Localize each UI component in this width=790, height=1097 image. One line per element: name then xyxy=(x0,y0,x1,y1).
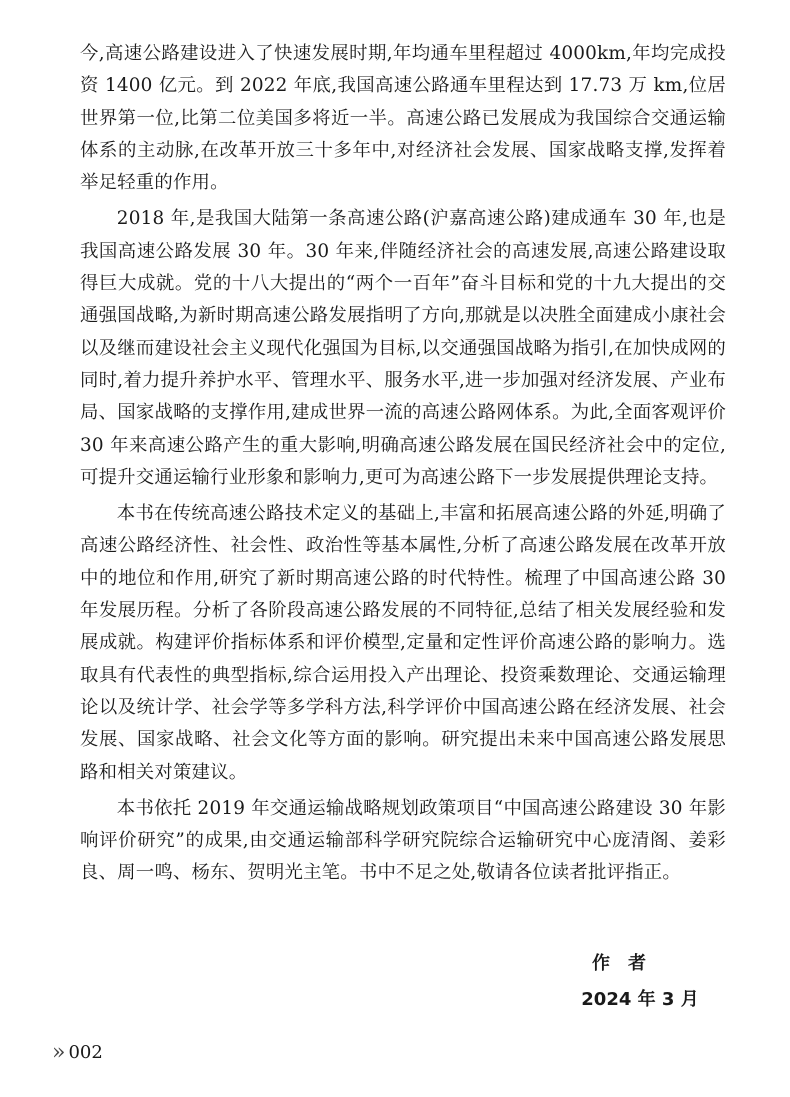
signature-author: 作者 xyxy=(592,953,664,974)
double-chevron-icon: » xyxy=(52,1040,63,1065)
signature-date: 2024 年 3 月 xyxy=(581,989,699,1010)
paragraph-book-contents: 本书在传统高速公路技术定义的基础上,丰富和拓展高速公路的外延,明确了高速公路经济性、社会性、政治性等基本属性,分析了高速公路发展在改革开放中的地位和作用,研究了新时期高速公路的时代特性。梳理了中国高速公路 30 年发展历程。分析了各阶段高速公路发展的不同特征,总结了相关发展经验和发展成就。构建评价指标体系和评价模型,定量和定性评价高速公路的影响力。选取具有代表性的典型指标,综合运用投入产出理论、投资乘数理论、交通运输理论以及统计学、社会学等多学科方法,科学评价中国高速公路在经济发展、社会发展、国家战略、社会文化等方面的影响。研究提出未来中国高速公路发展思路和相关对策建议。 xyxy=(80,503,726,783)
body-text xyxy=(80,38,726,894)
page-number: 002 xyxy=(68,1042,103,1063)
paragraph-2018-anniversary: 2018 年,是我国大陆第一条高速公路(沪嘉高速公路)建成通车 30 年,也是我国高速公路发展 30 年。30 年来,伴随经济社会的高速发展,高速公路建设取得巨大成就。党的十八大提出的“两个一百年”奋斗目标和党的十九大提出的交通强国战略,为新时期高速公路发展指明了方向,那就是以决胜全面建成小康社会以及继而建设社会主义现代化强国为目标,以交通强国战略为指引,在加快成网的同时,着力提升养护水平、管理水平、服务水平,进一步加强对经济发展、产业布局、国家战略的支撑作用,建成世界一流的高速公路网体系。为此,全面客观评价 30 年来高速公路产生的重大影响,明确高速公路发展在国民经济社会中的定位,可提升交通运输行业形象和影响力,更可为高速公路下一步发展提供理论支持。 xyxy=(80,208,726,488)
page-footer xyxy=(52,1040,103,1065)
paragraph-acknowledgement: 本书依托 2019 年交通运输战略规划政策项目“中国高速公路建设 30 年影响评价研究”的成果,由交通运输部科学研究院综合运输研究中心庞清阁、姜彩良、周一鸣、杨东、贺明光主笔。书中不足之处,敬请各位读者批评指正。 xyxy=(80,797,726,884)
paragraph-continuation: 今,高速公路建设进入了快速发展时期,年均通车里程超过 4000km,年均完成投资 1400 亿元。到 2022 年底,我国高速公路通车里程达到 17.73 万 km,位居世界第一位,比第二位美国多将近一半。高速公路已发展成为我国综合交通运输体系的主动脉,在改革开放三十多年中,对经济社会发展、国家战略支撑,发挥着举足轻重的作用。 xyxy=(80,43,726,194)
